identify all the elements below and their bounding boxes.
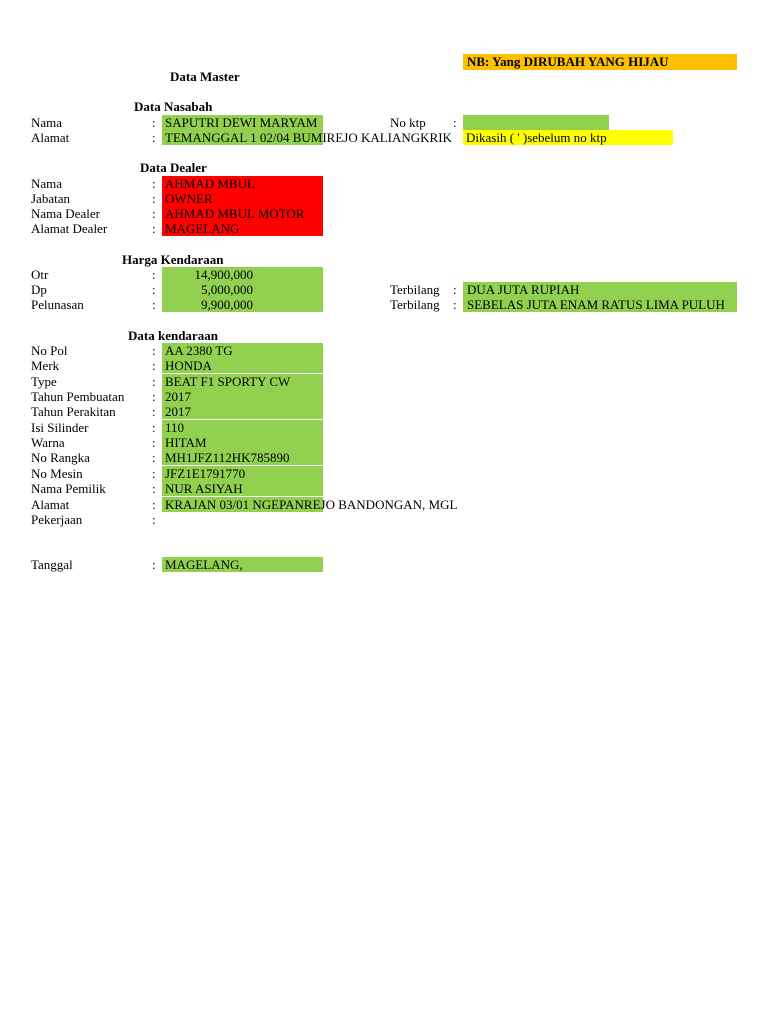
colon: : <box>152 176 156 191</box>
kendaraan-alamat-label: Alamat <box>31 497 70 512</box>
kendaraan-no-rangka-value: MH1JFZ112HK785890 <box>165 450 290 465</box>
colon: : <box>152 358 156 373</box>
alamat-note-text: Dikasih ( ' )sebelum no ktp <box>466 130 607 145</box>
colon: : <box>453 115 457 130</box>
kendaraan-tahun-pembuatan-label: Tahun Pembuatan <box>31 389 125 404</box>
kendaraan-merk-label: Merk <box>31 358 60 373</box>
dealer-jabatan-label: Jabatan <box>31 191 70 206</box>
colon: : <box>152 466 156 481</box>
kendaraan-tahun-pembuatan-value: 2017 <box>165 389 191 404</box>
colon: : <box>152 497 156 512</box>
section-heading-harga: Harga Kendaraan <box>122 252 224 267</box>
colon: : <box>152 435 156 450</box>
kendaraan-no-mesin-label: No Mesin <box>31 466 83 481</box>
kendaraan-tahun-perakitan-label: Tahun Perakitan <box>31 404 116 419</box>
colon: : <box>152 374 156 389</box>
harga-pelunasan-label: Pelunasan <box>31 297 84 312</box>
colon: : <box>152 130 156 145</box>
tanggal-value: MAGELANG, <box>165 557 243 572</box>
terbilang-dp-label: Terbilang <box>390 282 440 297</box>
kendaraan-nama-pemilik-value: NUR ASIYAH <box>165 481 243 496</box>
tanggal-label: Tanggal <box>31 557 73 572</box>
colon: : <box>152 343 156 358</box>
colon: : <box>152 389 156 404</box>
kendaraan-nopol-value: AA 2380 TG <box>165 343 233 358</box>
nasabah-nama-value: SAPUTRI DEWI MARYAM <box>165 115 318 130</box>
nasabah-nama-label: Nama <box>31 115 63 130</box>
colon: : <box>152 297 156 312</box>
note-text: NB: Yang DIRUBAH YANG HIJAU <box>467 54 669 69</box>
kendaraan-alamat-value: KRAJAN 03/01 NGEPANREJO BANDONGAN, MGL <box>165 497 458 512</box>
section-heading-kendaraan: Data kendaraan <box>128 328 218 343</box>
dealer-namadealer-value: AHMAD MBUL MOTOR <box>165 206 305 221</box>
colon: : <box>152 481 156 496</box>
colon: : <box>152 404 156 419</box>
nasabah-noktp-cell[interactable] <box>463 115 609 130</box>
nasabah-alamat-label: Alamat <box>31 130 70 145</box>
colon: : <box>152 221 156 236</box>
terbilang-pelunasan-label: Terbilang <box>390 297 440 312</box>
kendaraan-isi-silinder-cell[interactable] <box>162 420 323 435</box>
colon: : <box>152 450 156 465</box>
harga-dp-value: 5,000,000 <box>201 282 253 297</box>
kendaraan-warna-label: Warna <box>31 435 65 450</box>
colon: : <box>152 557 156 572</box>
section-heading-nasabah: Data Nasabah <box>134 99 213 114</box>
nasabah-alamat-value: TEMANGGAL 1 02/04 BUMIREJO KALIANGKRIK <box>165 130 452 145</box>
terbilang-dp-value: DUA JUTA RUPIAH <box>467 282 580 297</box>
colon: : <box>152 191 156 206</box>
colon: : <box>453 297 457 312</box>
colon: : <box>152 206 156 221</box>
harga-otr-label: Otr <box>31 267 49 282</box>
kendaraan-nopol-label: No Pol <box>31 343 68 358</box>
kendaraan-warna-value: HITAM <box>165 435 207 450</box>
kendaraan-no-mesin-value: JFZ1E1791770 <box>165 466 246 481</box>
kendaraan-pekerjaan-label: Pekerjaan <box>31 512 83 527</box>
colon: : <box>152 420 156 435</box>
kendaraan-no-rangka-label: No Rangka <box>31 450 90 465</box>
nasabah-noktp-label: No ktp <box>390 115 426 130</box>
kendaraan-merk-value: HONDA <box>165 358 212 373</box>
kendaraan-type-label: Type <box>31 374 57 389</box>
dealer-namadealer-label: Nama Dealer <box>31 206 100 221</box>
harga-pelunasan-value: 9,900,000 <box>201 297 253 312</box>
colon: : <box>453 282 457 297</box>
page-title: Data Master <box>170 69 240 84</box>
harga-otr-value: 14,900,000 <box>194 267 253 282</box>
kendaraan-nama-pemilik-label: Nama Pemilik <box>31 481 106 496</box>
section-heading-dealer: Data Dealer <box>140 160 207 175</box>
dealer-nama-value: AHMAD MBUL <box>165 176 255 191</box>
colon: : <box>152 115 156 130</box>
dealer-alamat-label: Alamat Dealer <box>31 221 108 236</box>
dealer-nama-label: Nama <box>31 176 63 191</box>
colon: : <box>152 267 156 282</box>
kendaraan-isi-silinder-label: Isi Silinder <box>31 420 89 435</box>
harga-dp-label: Dp <box>31 282 47 297</box>
kendaraan-type-value: BEAT F1 SPORTY CW <box>165 374 291 389</box>
kendaraan-tahun-perakitan-value: 2017 <box>165 404 191 419</box>
dealer-alamat-value: MAGELANG <box>165 221 240 236</box>
dealer-jabatan-value: OWNER <box>165 191 213 206</box>
colon: : <box>152 512 156 527</box>
colon: : <box>152 282 156 297</box>
terbilang-pelunasan-value: SEBELAS JUTA ENAM RATUS LIMA PULUH <box>467 297 725 312</box>
kendaraan-isi-silinder-value: 110 <box>165 420 185 435</box>
